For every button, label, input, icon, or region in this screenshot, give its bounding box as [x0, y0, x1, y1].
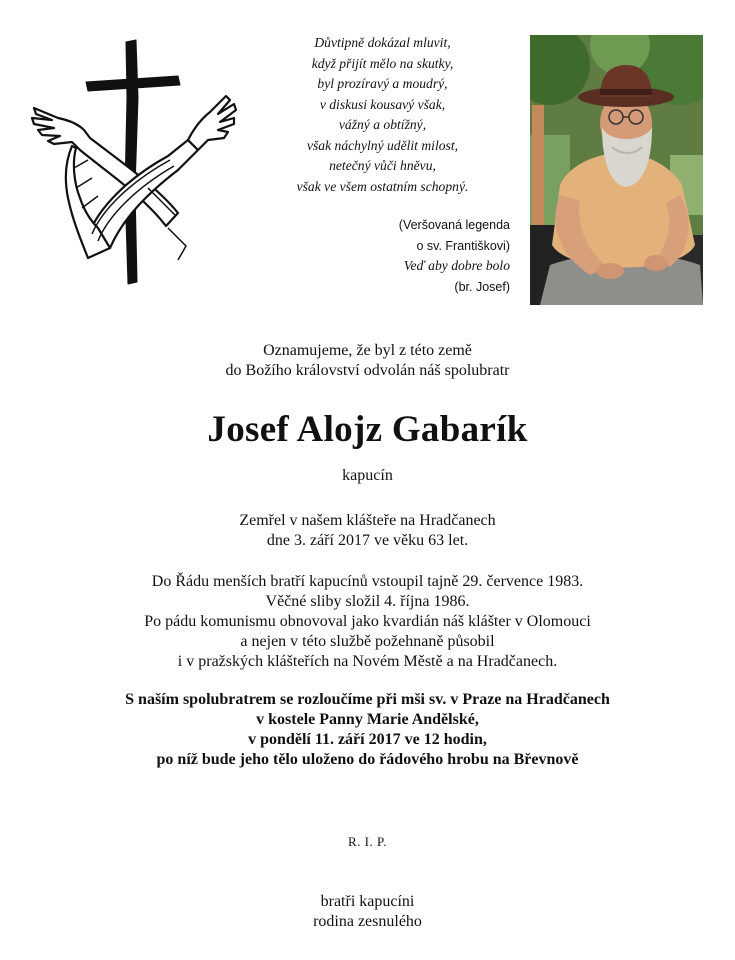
poem-line: v diskusi kousavý však,	[319, 96, 446, 112]
announcement	[0, 341, 735, 381]
poem-block	[270, 33, 495, 197]
legend-source-line1: (Veršovaná legenda	[398, 218, 510, 232]
funeral-details	[0, 690, 735, 770]
deceased-name: Josef Alojz Gabarík	[207, 409, 528, 450]
announcement-line1: Oznamujeme, že byl z této země	[263, 342, 472, 359]
signature-line2: rodina zesnulého	[313, 913, 422, 930]
motto: Veď aby dobre bolo	[403, 258, 510, 273]
funeral-line: v kostele Panny Marie Andělské,	[256, 711, 479, 728]
poem-line: netečný vůči hněvu,	[329, 158, 436, 173]
death-notice	[0, 511, 735, 551]
poem-line: byl prozíravý a moudrý,	[317, 76, 448, 91]
signature	[0, 892, 735, 932]
death-line1: Zemřel v našem klášteře na Hradčanech	[239, 512, 496, 529]
deceased-title: kapucín	[342, 467, 393, 484]
biography-line: a nejen v této službě požehnaně působil	[240, 633, 495, 650]
poem-line: vážný a obtížný,	[338, 117, 427, 132]
announcement-line2: do Božího království odvolán náš spolubratr	[225, 362, 510, 379]
poem-attribution	[300, 215, 510, 297]
signature-line1: bratři kapucíni	[320, 893, 415, 910]
death-line2: dne 3. září 2017 ve věku 63 let.	[266, 532, 469, 549]
funeral-line: v pondělí 11. září 2017 ve 12 hodin,	[248, 731, 487, 748]
biography-line: i v pražských klášteřích na Novém Městě a na Hradčanech.	[177, 653, 558, 670]
biography-line: Do Řádu menších bratří kapucínů vstoupil tajně 29. července 1983.	[151, 573, 584, 590]
funeral-line: S naším spolubratrem se rozloučíme při mši sv. v Praze na Hradčanech	[125, 691, 610, 708]
poem-line: Důvtipně dokázal mluvit,	[314, 35, 451, 50]
franciscan-emblem-icon	[28, 38, 238, 286]
rip-text: R. I. P.	[347, 834, 388, 849]
biography-line: Věčné sliby složil 4. října 1986.	[265, 593, 470, 610]
biography-line: Po pádu komunismu obnovoval jako kvardián náš klášter v Olomouci	[144, 613, 591, 630]
poem-line: však náchylný udělit milost,	[306, 137, 458, 153]
poem-line: když přijít mělo na skutky,	[311, 55, 454, 71]
legend-source-line2: o sv. Františkovi)	[416, 238, 510, 253]
biography	[0, 572, 735, 672]
funeral-line: po níž bude jeho tělo uloženo do řádového hrobu na Břevnově	[156, 751, 579, 768]
motto-author: (br. Josef)	[454, 279, 510, 294]
portrait-photo	[530, 35, 703, 305]
poem-line: však ve všem ostatním schopný.	[296, 178, 469, 194]
